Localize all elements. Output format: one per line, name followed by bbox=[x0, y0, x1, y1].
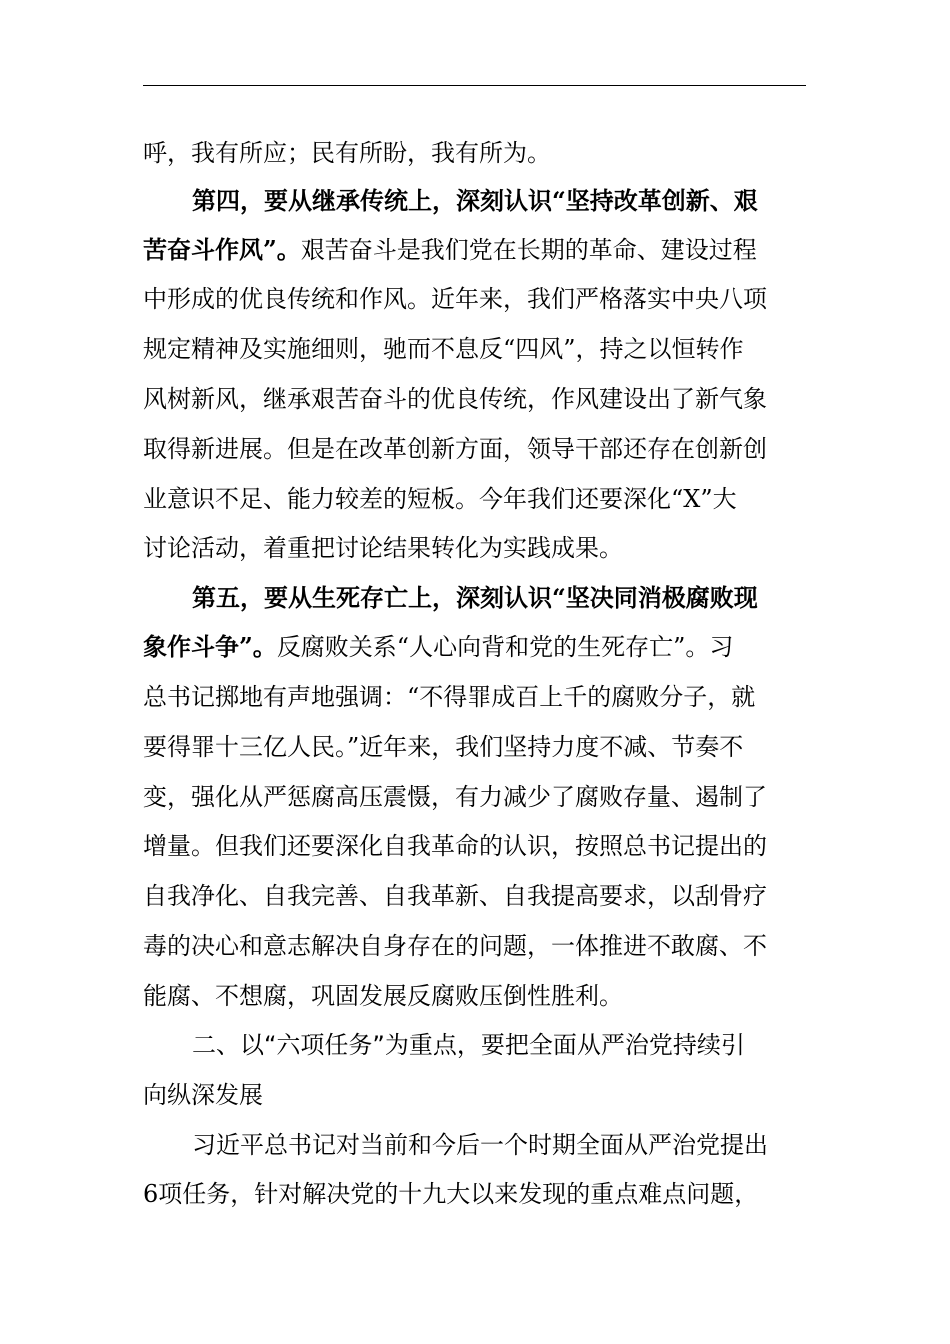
header-rule bbox=[143, 85, 806, 86]
chapter-heading-line: 二、以“六项任务”为重点，要把全面从严治党持续引 bbox=[192, 1031, 745, 1059]
body-line: 取得新进展。但是在改革创新方面，领导干部还存在创新创 bbox=[143, 435, 767, 463]
body-line: 6项任务，针对解决党的十九大以来发现的重点难点问题， bbox=[143, 1180, 759, 1208]
body-line: 业意识不足、能力较差的短板。今年我们还要深化“X”大 bbox=[143, 485, 737, 513]
body-line: 变，强化从严惩腐高压震慑，有力减少了腐败存量、遏制了 bbox=[143, 783, 767, 811]
body-line: 讨论活动，着重把讨论结果转化为实践成果。 bbox=[143, 534, 623, 562]
body-line: 规定精神及实施细则，驰而不息反“四风”，持之以恒转作 bbox=[143, 335, 744, 363]
body-line: 能腐、不想腐，巩固发展反腐败压倒性胜利。 bbox=[143, 982, 623, 1010]
body-line: 风树新风，继承艰苦奋斗的优良传统，作风建设出了新气象 bbox=[143, 385, 767, 413]
body-line: 呼，我有所应；民有所盼，我有所为。 bbox=[143, 139, 551, 167]
section-heading-line: 第四，要从继承传统上，深刻认识“坚持改革创新、艰 bbox=[192, 186, 758, 215]
body-line: 苦奋斗作风”。艰苦奋斗是我们党在长期的革命、建设过程 bbox=[143, 235, 757, 264]
body-line: 习近平总书记对当前和今后一个时期全面从严治党提出 bbox=[192, 1131, 768, 1159]
body-line: 要得罪十三亿人民。”近年来，我们坚持力度不减、节奏不 bbox=[143, 733, 744, 761]
body-line: 中形成的优良传统和作风。近年来，我们严格落实中央八项 bbox=[143, 285, 767, 313]
body-line: 增量。但我们还要深化自我革命的认识，按照总书记提出的 bbox=[143, 832, 767, 860]
body-line: 自我净化、自我完善、自我革新、自我提高要求，以刮骨疗 bbox=[143, 882, 767, 910]
body-line: 毒的决心和意志解决自身存在的问题，一体推进不敢腐、不 bbox=[143, 932, 767, 960]
section-heading-line: 第五，要从生死存亡上，深刻认识“坚决同消极腐败现 bbox=[192, 583, 758, 612]
body-line: 总书记掷地有声地强调：“不得罪成百上千的腐败分子，就 bbox=[143, 683, 756, 711]
body-line: 象作斗争”。反腐败关系“人心向背和党的生死存亡”。习 bbox=[143, 632, 734, 661]
chapter-heading-line: 向纵深发展 bbox=[143, 1081, 263, 1109]
